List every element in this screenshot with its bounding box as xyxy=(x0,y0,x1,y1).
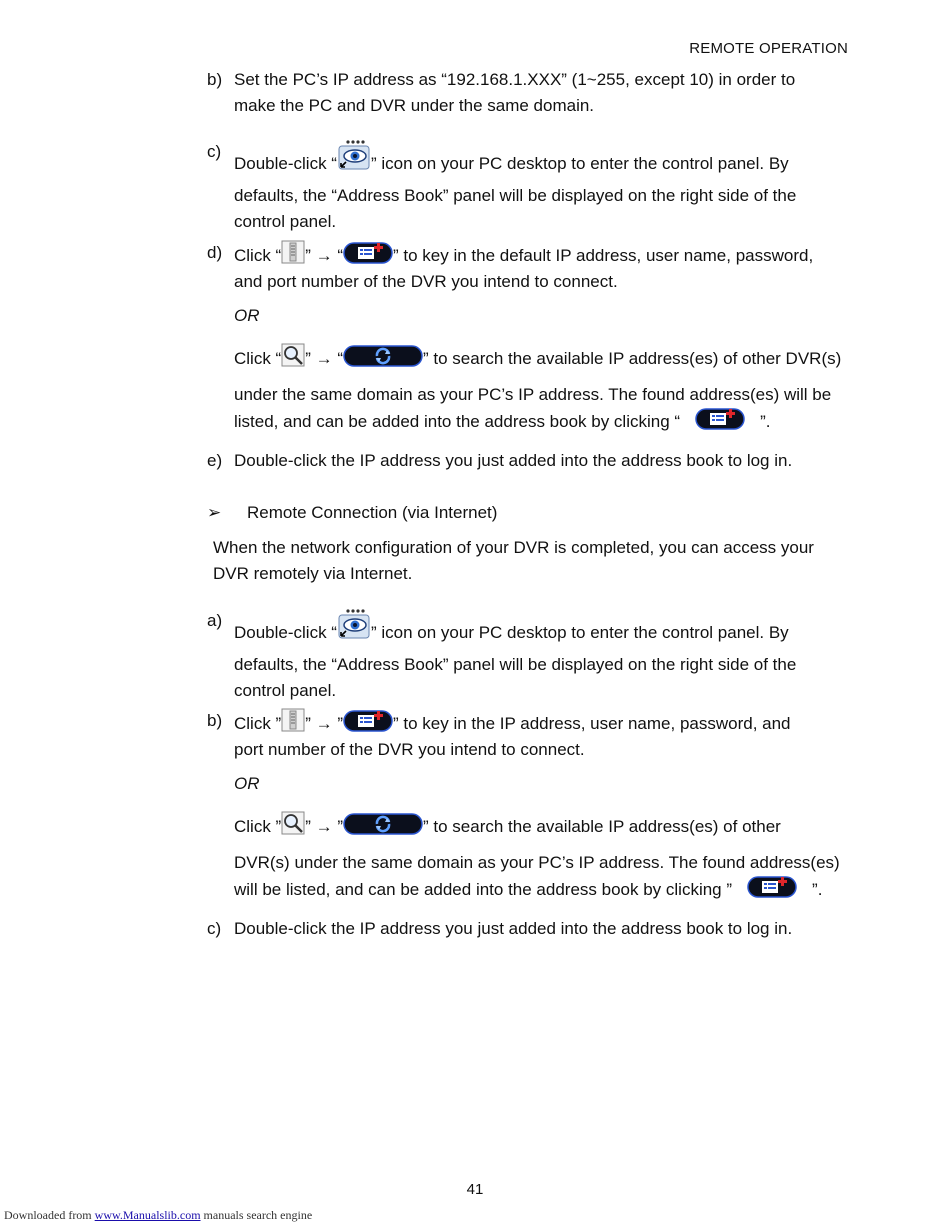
item-text-line: defaults, the “Address Book” panel will be displayed on the right side of the xyxy=(234,655,797,674)
item-text-line: make the PC and DVR under the same domain. xyxy=(234,96,595,115)
magnifier-icon[interactable] xyxy=(281,343,305,367)
download-footer: Downloaded from www.Manualslib.com manuals search engine xyxy=(4,1208,313,1222)
item-text-line: and port number of the DVR you intend to connect. xyxy=(234,272,618,291)
magnifier-icon[interactable] xyxy=(281,811,305,835)
item-text-line: control panel. xyxy=(234,212,337,231)
or-label: OR xyxy=(234,306,260,325)
list-item-c-remote xyxy=(207,916,848,942)
page-section-title: REMOTE OPERATION xyxy=(689,40,848,57)
address-book-icon[interactable] xyxy=(281,240,305,264)
list-item-b xyxy=(207,67,848,119)
add-address-button-icon[interactable] xyxy=(732,876,812,898)
item-text-line: Double-click “ ” icon on your PC desktop to enter the control panel. By xyxy=(234,139,848,177)
item-text-line: listed, and can be added into the address book by clicking “ ”. xyxy=(234,408,855,435)
list-item-label: e) xyxy=(207,451,223,470)
item-text-line: will be listed, and can be added into the address book by clicking ” ”. xyxy=(234,876,855,903)
list-item-c xyxy=(207,139,848,235)
eye-app-icon xyxy=(337,139,371,171)
or-label: OR xyxy=(234,774,260,793)
search-instructions xyxy=(234,343,855,435)
search-instructions-remote xyxy=(234,811,855,903)
item-text-line: Click ” ” → ” ” to key in the IP address, user name, password, and xyxy=(234,708,848,737)
list-item-label: b) xyxy=(207,70,223,89)
list-item-e xyxy=(207,448,848,474)
item-text-line: DVR(s) under the same domain as your PC’s IP address. The found address(es) xyxy=(234,853,840,872)
add-address-button-icon[interactable] xyxy=(680,408,760,430)
item-text-line: defaults, the “Address Book” panel will be displayed on the right side of the xyxy=(234,186,797,205)
list-item-d xyxy=(207,240,848,295)
item-text-line: Click ” ” → ” ” to search the available IP address(es) of other xyxy=(234,811,855,840)
manualslib-link[interactable]: www.Manualslib.com xyxy=(94,1208,201,1222)
item-text-line: Click “ ” → “ ” to search the available IP address(es) of other DVR(s) xyxy=(234,343,855,372)
add-address-button-icon[interactable] xyxy=(343,710,393,732)
list-item-label: c) xyxy=(207,919,222,938)
list-item-label: a) xyxy=(207,611,223,630)
item-text-line: under the same domain as your PC’s IP address. The found address(es) will be xyxy=(234,385,832,404)
list-item-label: c) xyxy=(207,142,222,161)
bullet-arrow-icon: ➢ xyxy=(207,503,222,522)
list-item-a xyxy=(207,608,848,704)
item-text-line: control panel. xyxy=(234,681,337,700)
section-heading-text: Remote Connection (via Internet) xyxy=(247,503,498,522)
item-text-line: port number of the DVR you intend to connect. xyxy=(234,740,585,759)
item-text-line: Double-click the IP address you just added into the address book to log in. xyxy=(234,451,793,470)
remote-intro xyxy=(213,535,853,587)
intro-line: When the network configuration of your DVR is completed, you can access your xyxy=(213,538,814,557)
eye-app-icon xyxy=(337,608,371,640)
list-item-b-remote xyxy=(207,708,848,763)
list-item-label: b) xyxy=(207,711,223,730)
section-heading-remote xyxy=(207,500,497,526)
item-text-line: Double-click the IP address you just added into the address book to log in. xyxy=(234,919,793,938)
list-item-label: d) xyxy=(207,243,223,262)
item-text-line: Double-click “ ” icon on your PC desktop to enter the control panel. By xyxy=(234,608,848,646)
search-refresh-button-icon[interactable] xyxy=(343,345,423,367)
item-text-line: Set the PC’s IP address as “192.168.1.XXX” (1~255, except 10) in order to xyxy=(234,70,796,89)
search-refresh-button-icon[interactable] xyxy=(343,813,423,835)
page-number: 41 xyxy=(466,1181,484,1198)
address-book-icon[interactable] xyxy=(281,708,305,732)
add-address-button-icon[interactable] xyxy=(343,242,393,264)
intro-line: DVR remotely via Internet. xyxy=(213,564,413,583)
item-text-line: Click “ ” → “ ” to key in the default IP address, user name, password, xyxy=(234,240,848,269)
